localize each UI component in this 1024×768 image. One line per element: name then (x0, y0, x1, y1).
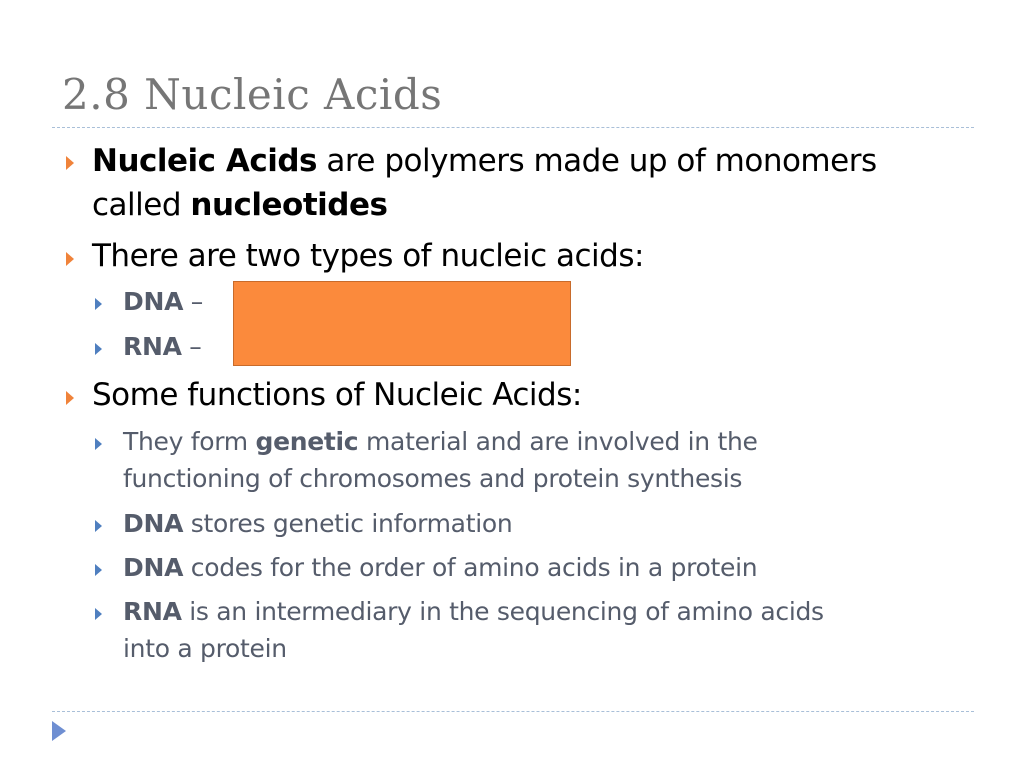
sub-bullet-genetic-line1 (123, 427, 758, 456)
sub-bullet-icon (95, 520, 102, 532)
bullet-icon (66, 156, 74, 170)
sub-bullet-icon (95, 343, 102, 355)
sub-bullet-icon (95, 438, 102, 450)
bullet-icon (66, 391, 74, 405)
sub-bullet-rna-line1 (123, 597, 824, 626)
sub-bullet-dna-stores (123, 509, 512, 538)
bullet-text: material and are involved in the (358, 427, 758, 456)
bullet-text: are polymers made up of monomers (316, 143, 877, 179)
sub-bullet-rna-line2: into a protein (123, 634, 287, 663)
term-rna: RNA (123, 332, 182, 361)
title-divider (52, 127, 974, 128)
sub-bullet-genetic-line2: functioning of chromosomes and protein synthesis (123, 464, 743, 493)
bullet-nucleic-acids-line2 (92, 187, 387, 223)
sub-bullet-dna-codes (123, 553, 757, 582)
footer-divider (52, 711, 974, 712)
redaction-box (233, 281, 571, 366)
bullet-text: They form (123, 427, 256, 456)
dash: – (183, 287, 203, 316)
term-nucleotides: nucleotides (190, 187, 388, 223)
dash: – (181, 332, 202, 361)
bullet-text: stores genetic information (183, 509, 513, 538)
term-dna: DNA (123, 509, 184, 538)
sub-bullet-icon (95, 564, 102, 576)
bullet-text: is an intermediary in the sequencing of amino acids (181, 597, 824, 626)
sub-bullet-dna (123, 287, 203, 316)
next-slide-icon[interactable] (52, 721, 66, 741)
bullet-functions: Some functions of Nucleic Acids: (92, 377, 582, 413)
bullet-text: called (92, 187, 191, 223)
sub-bullet-icon (95, 608, 102, 620)
bullet-nucleic-acids-line1 (92, 143, 877, 179)
term-nucleic-acids: Nucleic Acids (92, 143, 317, 179)
term-rna: RNA (123, 597, 182, 626)
sub-bullet-icon (95, 298, 102, 310)
bullet-two-types: There are two types of nucleic acids: (92, 238, 644, 274)
term-genetic: genetic (255, 427, 359, 456)
bullet-text: codes for the order of amino acids in a protein (183, 553, 758, 582)
sub-bullet-rna (123, 332, 201, 361)
bullet-icon (66, 252, 74, 266)
term-dna: DNA (123, 553, 184, 582)
slide-title: 2.8 Nucleic Acids (62, 70, 443, 119)
term-dna: DNA (123, 287, 184, 316)
